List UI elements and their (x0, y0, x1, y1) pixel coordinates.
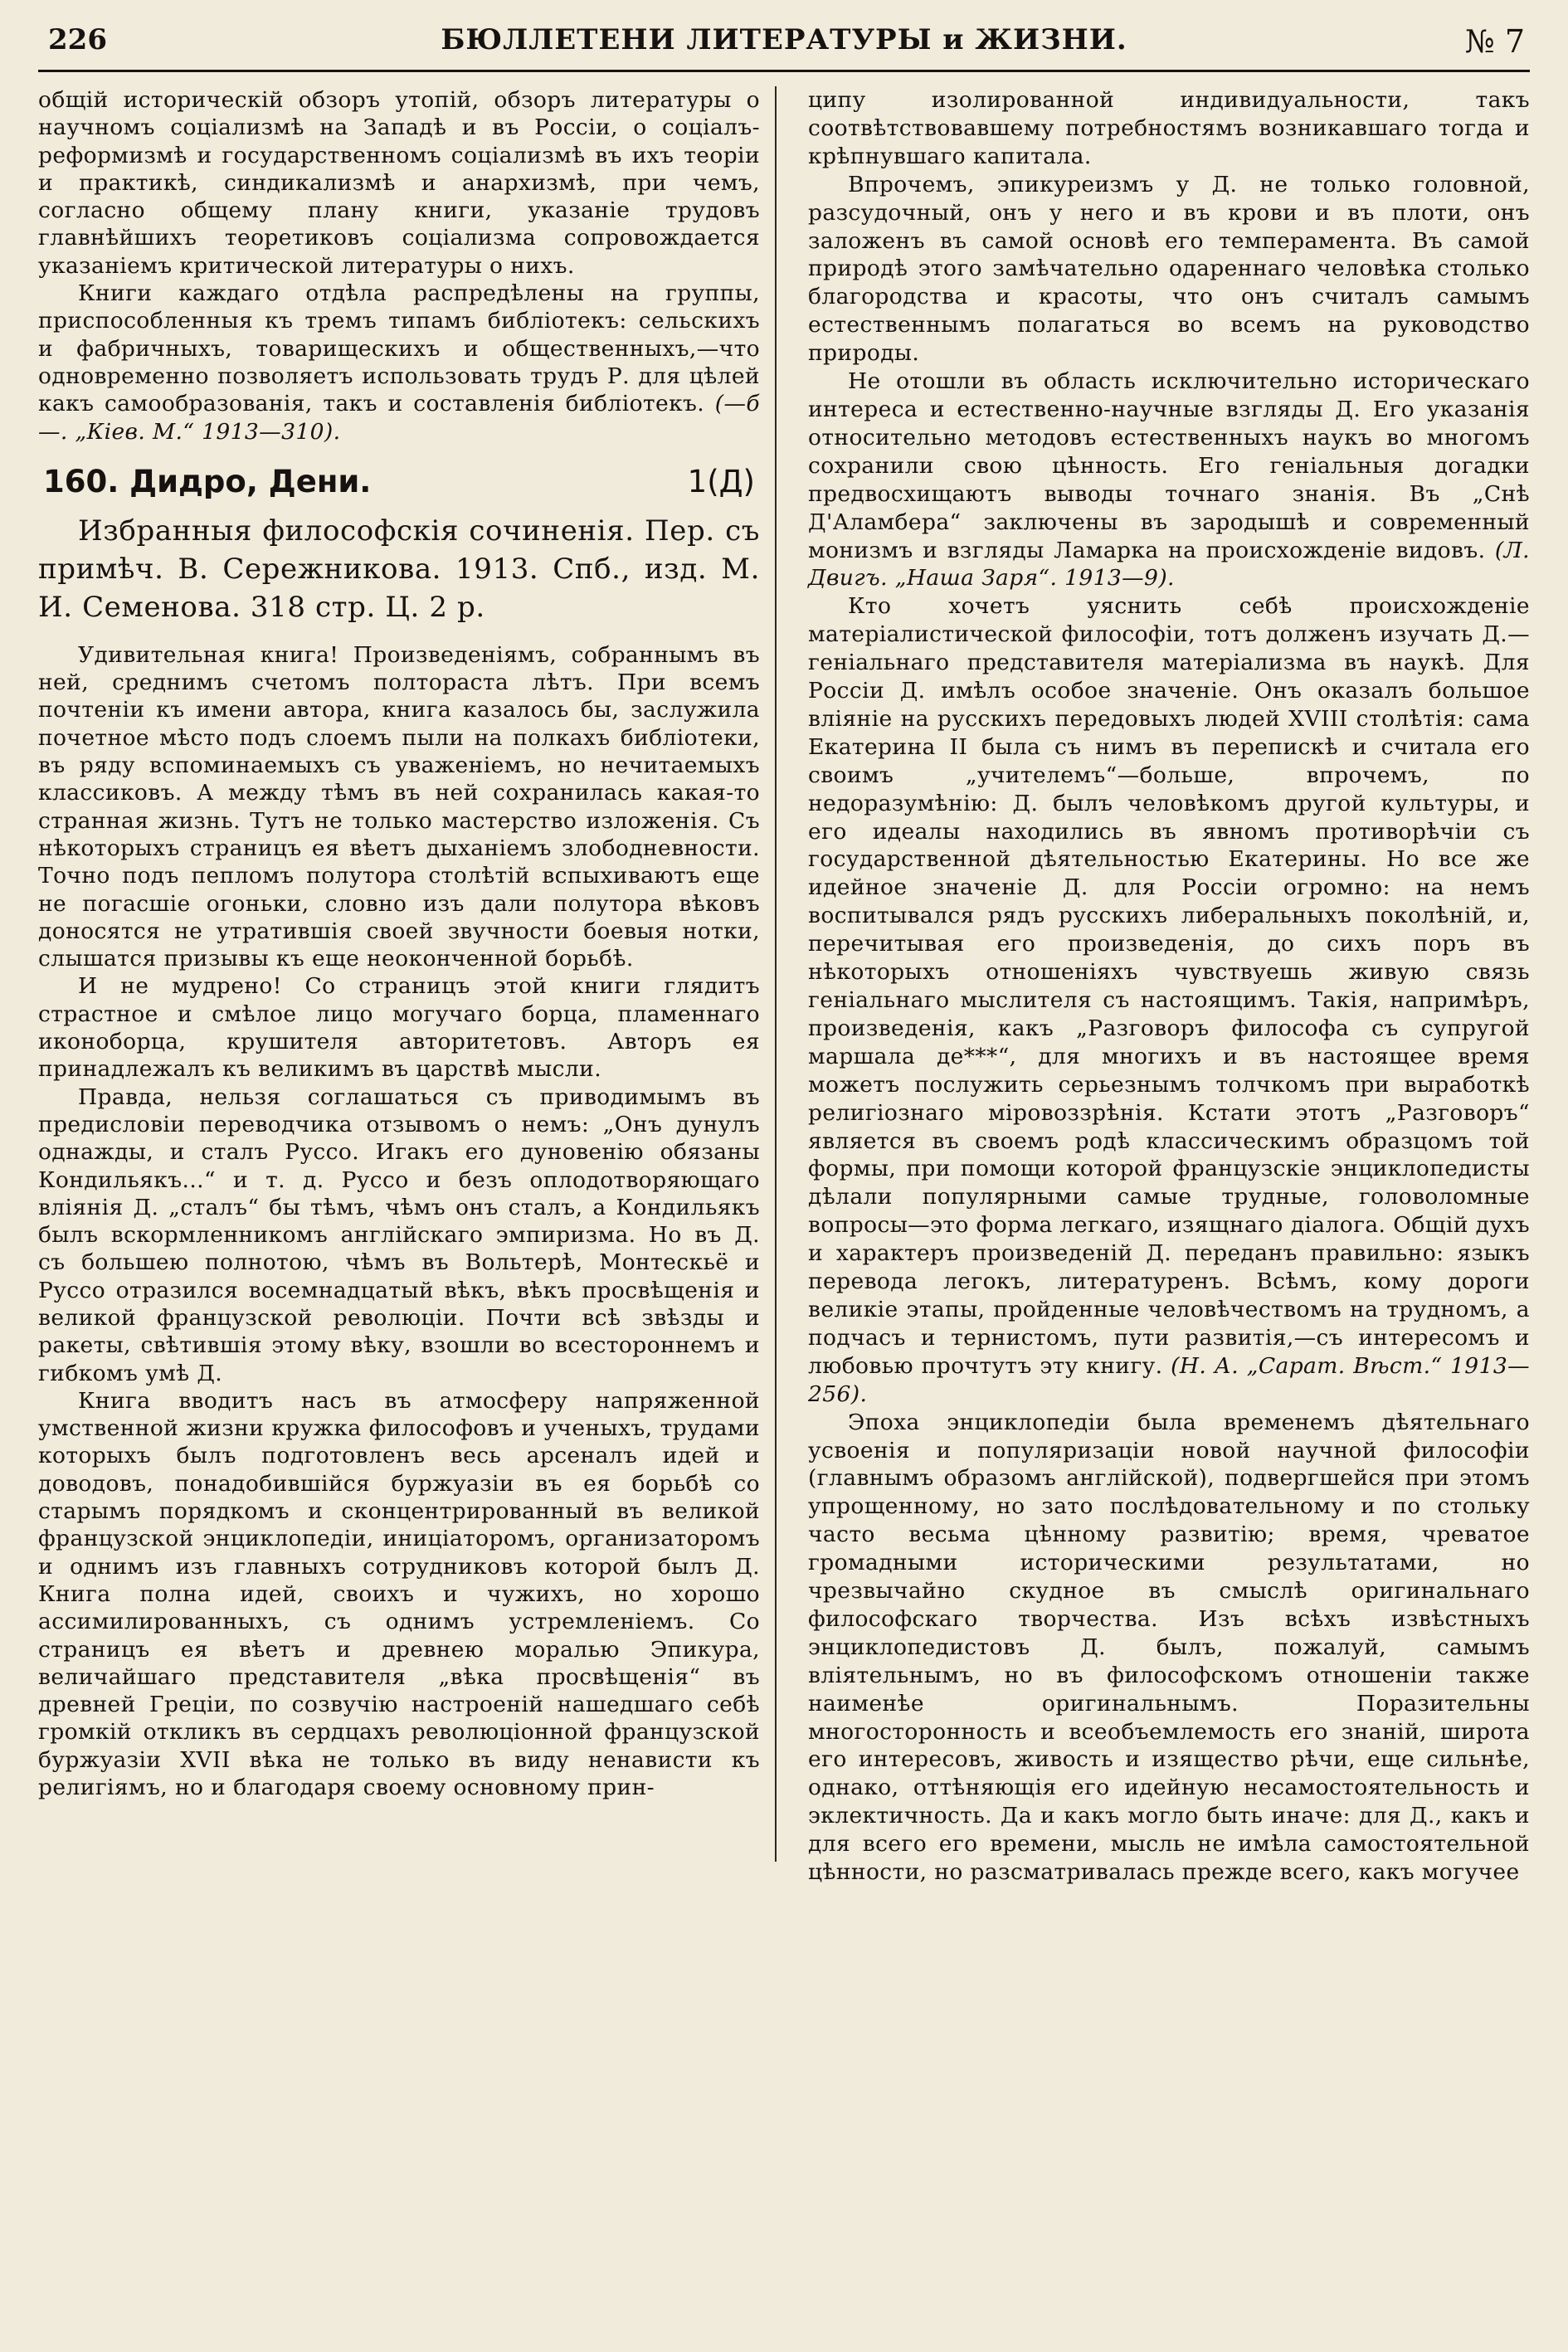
paragraph: И не мудрено! Со страницъ этой книги глядитъ страстное и смѣлое лицо могучаго борца, пламеннаго иконоборца, крушителя авторитетовъ. Авторъ ея принадлежалъ къ великимъ въ царствѣ мысли. (38, 973, 760, 1083)
citation: (—б—. „Кіев. М.“ 1913—310). (38, 391, 760, 445)
page-header (38, 18, 1530, 70)
paragraph: Книги каждаго отдѣла распредѣлены на группы, приспособленныя къ тремъ типамъ библіотекъ: сельскихъ и фабричныхъ, товарищескихъ и общественныхъ,—что одновременно позволяетъ использовать трудъ Р. для цѣлей какъ самообразованія, такъ и составленія библіотекъ. (—б—. „Кіев. М.“ 1913—310). (38, 280, 760, 445)
entry-heading (38, 464, 760, 500)
classification-code: 1(Д) (687, 463, 755, 499)
entry-title: 160. Дидро, Дени. (43, 463, 372, 499)
page-number: 226 (48, 23, 107, 56)
citation: (Н. А. „Сарат. Вѣст.“ 1913—256). (808, 1352, 1530, 1407)
paragraph: Книга вводитъ насъ въ атмосферу напряженной умственной жизни кружка философовъ и ученыхъ, трудами которыхъ былъ подготовленъ весь арсеналъ идей и доводовъ, понадобившійся буржуазіи въ ея борьбѣ со старымъ порядкомъ и сконцентрированный въ великой французской энциклопедіи, иниціаторомъ, организаторомъ и однимъ изъ главныхъ сотрудниковъ которой былъ Д. Книга полна идей, своихъ и чужихъ, но хорошо ассимилированныхъ, съ однимъ устремленіемъ. Со страницъ ея вѣетъ и древнею моралью Эпикура, величайшаго представителя „вѣка просвѣщенія“ въ древней Греціи, по созвучію настроеній нашедшаго себѣ громкій откликъ въ сердцахъ революціонной французской буржуазіи XVII вѣка не только въ виду ненависти къ религіямъ, но и благодаря своему основному прин- (38, 1387, 760, 1801)
paragraph: общій историческій обзоръ утопій, обзоръ литературы о научномъ соціализмѣ на Западѣ и въ Россіи, о соціалъ-реформизмѣ и государственномъ соціализмѣ въ ихъ теоріи и практикѣ, синдикализмѣ и анархизмѣ, при чемъ, согласно общему плану книги, указаніе трудовъ главнѣйшихъ теоретиковъ соціализма сопровождается указаніемъ критической литературы о нихъ. (38, 87, 760, 279)
paragraph: ципу изолированной индивидуальности, такъ соотвѣтствовавшему потребностямъ возникавшаго тогда и крѣпнувшаго капитала. (808, 87, 1530, 169)
citation: (Л. Двигъ. „Наша Заря“. 1913—9). (808, 537, 1530, 592)
paragraph: Правда, нельзя соглашаться съ приводимымъ въ предисловіи переводчика отзывомъ о немъ: „Онъ дунулъ однажды, и сталъ Руссо. Игакъ его дуновенію обязаны Кондильякъ...“ и т. д. Руссо и безъ оплодотворяющаго вліянія Д. „сталъ“ бы тѣмъ, чѣмъ онъ сталъ, а Кондильякъ былъ вскормленникомъ англійскаго эмпиризма. Но въ Д. съ большею полнотою, чѣмъ въ Вольтерѣ, Монтескьё и Руссо отразился восемнадцатый вѣкъ, вѣкъ просвѣщенія и великой французской революціи. Почти всѣ звѣзды и ракеты, свѣтившія этому вѣку, взошли во всестороннемъ и гибкомъ умѣ Д. (38, 1083, 760, 1386)
paragraph: Впрочемъ, эпикуреизмъ у Д. не только головной, разсудочный, онъ у него и въ крови и въ плоти, онъ заложенъ въ самой основѣ его темперамента. Въ самой природѣ этого замѣчательно одареннаго человѣка столько благородства и красоты, что онъ считалъ самымъ естественнымъ полагаться во всемъ на руководство природы. (808, 171, 1530, 367)
column-divider (775, 86, 777, 1862)
paragraph: Удивительная книга! Произведеніямъ, собраннымъ въ ней, среднимъ счетомъ полтораста лѣтъ. При всемъ почтеніи къ имени автора, книга казалось бы, заслужила почетное мѣсто подъ слоемъ пыли на полкахъ библіотеки, въ ряду вспоминаемыхъ съ уваженіемъ, но нечитаемыхъ классиковъ. А между тѣмъ въ ней сохранилась какая-то странная жизнь. Тутъ не только мастерство изложенія. Съ нѣкоторыхъ страницъ ея вѣетъ дыханіемъ злободневности. Точно подъ пепломъ полутора столѣтій вспыхиваютъ еще не погасшіе огоньки, словно изъ дали полутора вѣковъ доносятся не утратившія своей звучности боевыя нотки, слышатся призывы къ еще неоконченной борьбѣ. (38, 641, 760, 972)
text-columns (38, 86, 1530, 2335)
running-title: БЮЛЛЕТЕНИ ЛИТЕРАТУРЫ и ЖИЗНИ. (441, 23, 1127, 56)
header-rule (38, 70, 1530, 72)
paragraph: Кто хочетъ уяснить себѣ происхожденіе матеріалистической философіи, тотъ долженъ изучать Д.—геніальнаго представителя матеріализма въ наукѣ. Для Россіи Д. имѣлъ особое значеніе. Онъ оказалъ большое вліяніе на русскихъ передовыхъ людей XVIII столѣтія: сама Екатерина II была съ нимъ въ перепискѣ и считала его своимъ „учителемъ“—больше, впрочемъ, по недоразумѣнію: Д. былъ человѣкомъ другой культуры, и его идеалы находились въ явномъ противорѣчіи съ государственной дѣятельностью Екатерины. Но все же идейное значеніе Д. для Россіи огромно: на немъ воспитывался рядъ русскихъ либеральныхъ поколѣній, и, перечитывая его произведенія, до сихъ поръ въ нѣкоторыхъ отношеніяхъ чувствуешь живую связь геніальнаго мыслителя съ настоящимъ. Такія, напримѣръ, произведенія, какъ „Разговоръ философа съ супругой маршала де***“, для многихъ и въ настоящее время можетъ послужить серьезнымъ толчкомъ при выработкѣ религіознаго міровоззрѣнія. Кстати этотъ „Разговоръ“ является въ своемъ родѣ классическимъ образцомъ той формы, при помощи которой французскіе энциклопедисты дѣлали популярными самые трудные, головоломные вопросы—это форма легкаго, изящнаго діалога. Общій духъ и характеръ произведеній Д. переданъ правильно: языкъ перевода легокъ, литературенъ. Всѣмъ, кому дороги великіе этапы, пройденные человѣчествомъ на трудномъ, а подчасъ и тернистомъ, пути развитія,—съ интересомъ и любовью прочтутъ эту книгу. (Н. А. „Сарат. Вѣст.“ 1913—256). (808, 593, 1530, 1407)
issue-number: № 7 (1464, 23, 1525, 60)
paragraph: Не отошли въ область исключительно историческаго интереса и естественно-научные взгляды Д. Его указанія относительно методовъ естественныхъ наукъ во многомъ сохранили свою цѣнность. Его геніальныя догадки предвосхищаютъ выводы точнаго знанія. Въ „Снѣ Д'Аламбера“ заключены въ зародышѣ и современный монизмъ и взгляды Ламарка на происхожденіе видовъ. (Л. Двигъ. „Наша Заря“. 1913—9). (808, 368, 1530, 592)
paragraph: Эпоха энциклопедіи была временемъ дѣятельнаго усвоенія и популяризаціи новой научной философіи (главнымъ образомъ англійской), подвергшейся при этомъ упрощенному, но зато послѣдовательному и по стольку часто весьма цѣнному развитію; время, чреватое громадными историческими результатами, но чрезвычайно скудное въ смыслѣ оригинальнаго философскаго творчества. Изъ всѣхъ извѣстныхъ энциклопедистовъ Д. былъ, пожалуй, самымъ вліятельнымъ, но въ философскомъ отношеніи также наименѣе оригинальнымъ. Поразительны многосторонность и всеобъемлемость его знаній, широта его интересовъ, живость и изящество рѣчи, еще сильнѣе, однако, оттѣняющія его идейную несамостоятельность и эклектичность. Да и какъ могло быть иначе: для Д., какъ и для всего его времени, мысль не имѣла самостоятельной цѣнности, но разсматривалась прежде всего, какъ могучее (808, 1409, 1530, 1886)
left-column (38, 86, 760, 2335)
bibliographic-record: Избранныя философскія сочиненія. Пер. съ примѣч. В. Сережникова. 1913. Спб., изд. М. И. Семенова. 318 стр. Ц. 2 р. (38, 514, 760, 624)
right-column (808, 86, 1530, 2335)
